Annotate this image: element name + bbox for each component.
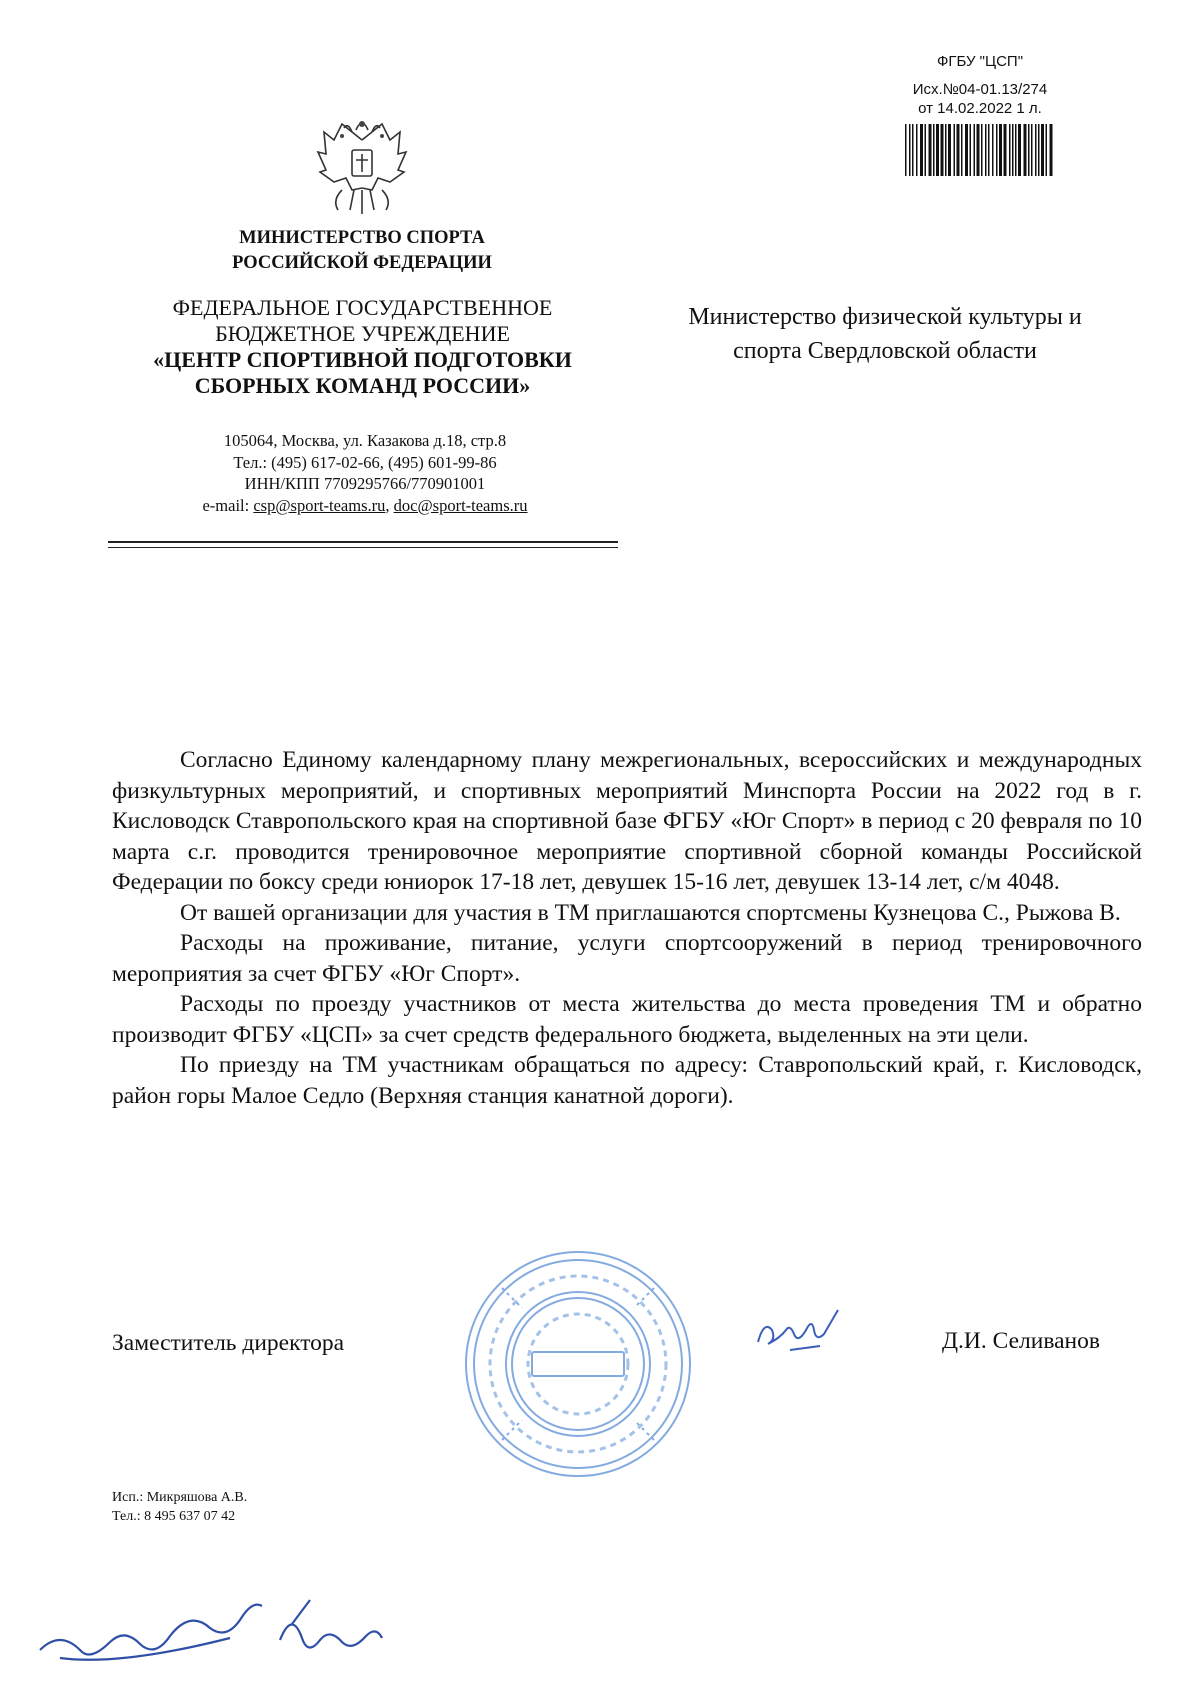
- ministry-line: МИНИСТЕРСТВО СПОРТА: [239, 228, 485, 248]
- russian-coat-of-arms-icon: [312, 110, 412, 220]
- email-label: e-mail:: [202, 495, 254, 515]
- signer-position: Заместитель директора: [112, 1330, 345, 1356]
- executor-info: [112, 1488, 247, 1526]
- ministry-header: [170, 226, 554, 276]
- email-separator: ,: [385, 495, 394, 515]
- registration-date: от 14.02.2022 1 л.: [918, 100, 1042, 117]
- letterhead-divider: [108, 547, 618, 548]
- body-paragraph: От вашей организации для участия в ТМ приглашаются спортсмены Кузнецова С., Рыжова В.: [180, 899, 1121, 926]
- org-phone: Тел.: (495) 617-02-66, (495) 601-99-86: [233, 452, 497, 472]
- addressee-line: спорта Свердловской области: [733, 338, 1037, 364]
- org-line: «ЦЕНТР СПОРТИВНОЙ ПОДГОТОВКИ: [153, 347, 572, 372]
- seal-icon: [462, 1248, 694, 1480]
- org-line: СБОРНЫХ КОМАНД РОССИИ»: [194, 373, 531, 398]
- signature-icon: [30, 1580, 390, 1680]
- org-inn: ИНН/КПП 7709295766/770901001: [244, 474, 486, 493]
- letter-body: [112, 745, 1142, 1111]
- org-line: ФЕДЕРАЛЬНОЕ ГОСУДАРСТВЕННОЕ: [172, 295, 553, 320]
- body-paragraph: Расходы по проезду участников от места жительства до места проведения ТМ и обратно производит ФГБУ «ЦСП» за счет средств федерального бюджета, выделенных на эти цели.: [112, 991, 1142, 1048]
- registration-stamp: [900, 52, 1060, 118]
- letterhead-divider: [108, 541, 618, 543]
- body-paragraph: По приезду на ТМ участникам обращаться по адресу: Ставропольский край, г. Кисловодск, район горы Малое Седло (Верхняя станция канатной дороги).: [112, 1052, 1142, 1109]
- signer-name: Д.И. Селиванов: [942, 1328, 1100, 1354]
- body-paragraph: Согласно Единому календарному плану межрегиональных, всероссийских и международных физкультурных мероприятий, и спортивных мероприятий Минспорта России на 2022 год в г. Кисловодск Ставропольского края на спортивной базе ФГБУ «Юг Спорт» в период с 20 февраля по 10 марта с.г. проводится тренировочное мероприятие спортивной сборной команды Российской Федерации по боксу среди юниорок 17-18 лет, девушек 15-16 лет, девушек 13-14 лет, с/м 4048.: [112, 747, 1142, 895]
- email-link-csp[interactable]: csp@sport-teams.ru: [253, 495, 386, 515]
- org-address: 105064, Москва, ул. Казакова д.18, стр.8: [223, 431, 507, 450]
- executor-name: Исп.: Микряшова А.В.: [112, 1490, 248, 1505]
- signature-icon: [750, 1300, 850, 1360]
- registration-org: ФГБУ "ЦСП": [936, 53, 1024, 70]
- email-link-doc[interactable]: doc@sport-teams.ru: [393, 495, 528, 515]
- org-email: [145, 495, 585, 517]
- barcode-icon: [905, 124, 1055, 176]
- addressee-line: Министерство физической культуры и: [688, 304, 1082, 330]
- org-line: БЮДЖЕТНОЕ УЧРЕЖДЕНИЕ: [215, 321, 510, 346]
- body-paragraph: Расходы на проживание, питание, услуги спортсооружений в период тренировочного мероприятия за счет ФГБУ «Юг Спорт».: [112, 930, 1142, 987]
- addressee: [640, 300, 1130, 368]
- organization-name: [115, 295, 610, 399]
- registration-number: Исх.№04-01.13/274: [912, 81, 1048, 98]
- executor-phone: Тел.: 8 495 637 07 42: [112, 1509, 236, 1524]
- org-contacts: [145, 430, 585, 516]
- ministry-line: РОССИЙСКОЙ ФЕДЕРАЦИИ: [232, 253, 492, 273]
